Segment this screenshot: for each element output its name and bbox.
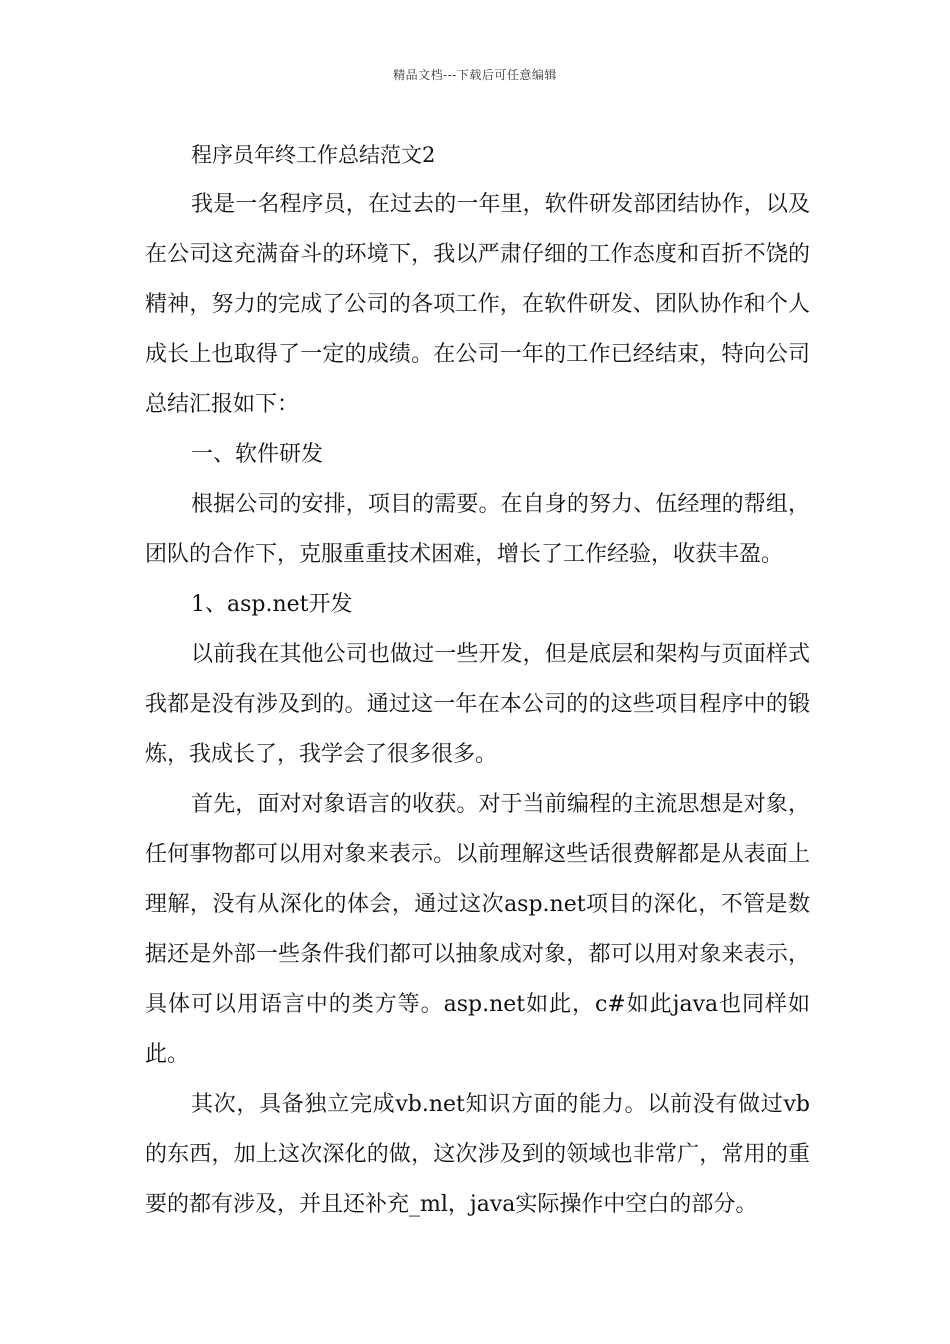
paragraph-intro: 我是一名程序员，在过去的一年里，软件研发部团结协作，以及在公司这充满奋斗的环境下，我以严肃仔细的工作态度和百折不饶的精神，努力的完成了公司的各项工作，在软件研发、团队协作和个人成长上也取得了一定的成绩。在公司一年的工作已经结束，特向公司总结汇报如下： bbox=[145, 192, 810, 417]
section-heading-software-dev: 一、软件研发 bbox=[191, 442, 324, 467]
paragraph-vbnet-ability: 其次，具备独立完成vb.net知识方面的能力。以前没有做过vb的东西，加上这次深化的做，这次涉及到的领域也非常广，常用的重要的都有涉及，并且还补充_ml，java实际操作中空白的部分。 bbox=[145, 1092, 810, 1217]
paragraph-software-dev: 根据公司的安排，项目的需要。在自身的努力、伍经理的帮组，团队的合作下，克服重重技术困难，增长了工作经验，收获丰盈。 bbox=[145, 492, 810, 567]
page-header: 精品文档---下载后可任意编辑 bbox=[393, 68, 557, 82]
subheading-aspnet: 1、asp.net开发 bbox=[191, 592, 353, 617]
document-body bbox=[145, 130, 810, 1230]
paragraph-oop-gains: 首先，面对对象语言的收获。对于当前编程的主流思想是对象，任何事物都可以用对象来表示。以前理解这些话很费解都是从表面上理解，没有从深化的体会，通过这次asp.net项目的深化，不管是数据还是外部一些条件我们都可以抽象成对象，都可以用对象来表示，具体可以用语言中的类方等。asp.net如此，c#如此java也同样如此。 bbox=[145, 792, 810, 1067]
paragraph-aspnet-experience: 以前我在其他公司也做过一些开发，但是底层和架构与页面样式我都是没有涉及到的。通过这一年在本公司的的这些项目程序中的锻炼，我成长了，我学会了很多很多。 bbox=[145, 642, 810, 767]
document-title: 程序员年终工作总结范文2 bbox=[191, 143, 436, 167]
